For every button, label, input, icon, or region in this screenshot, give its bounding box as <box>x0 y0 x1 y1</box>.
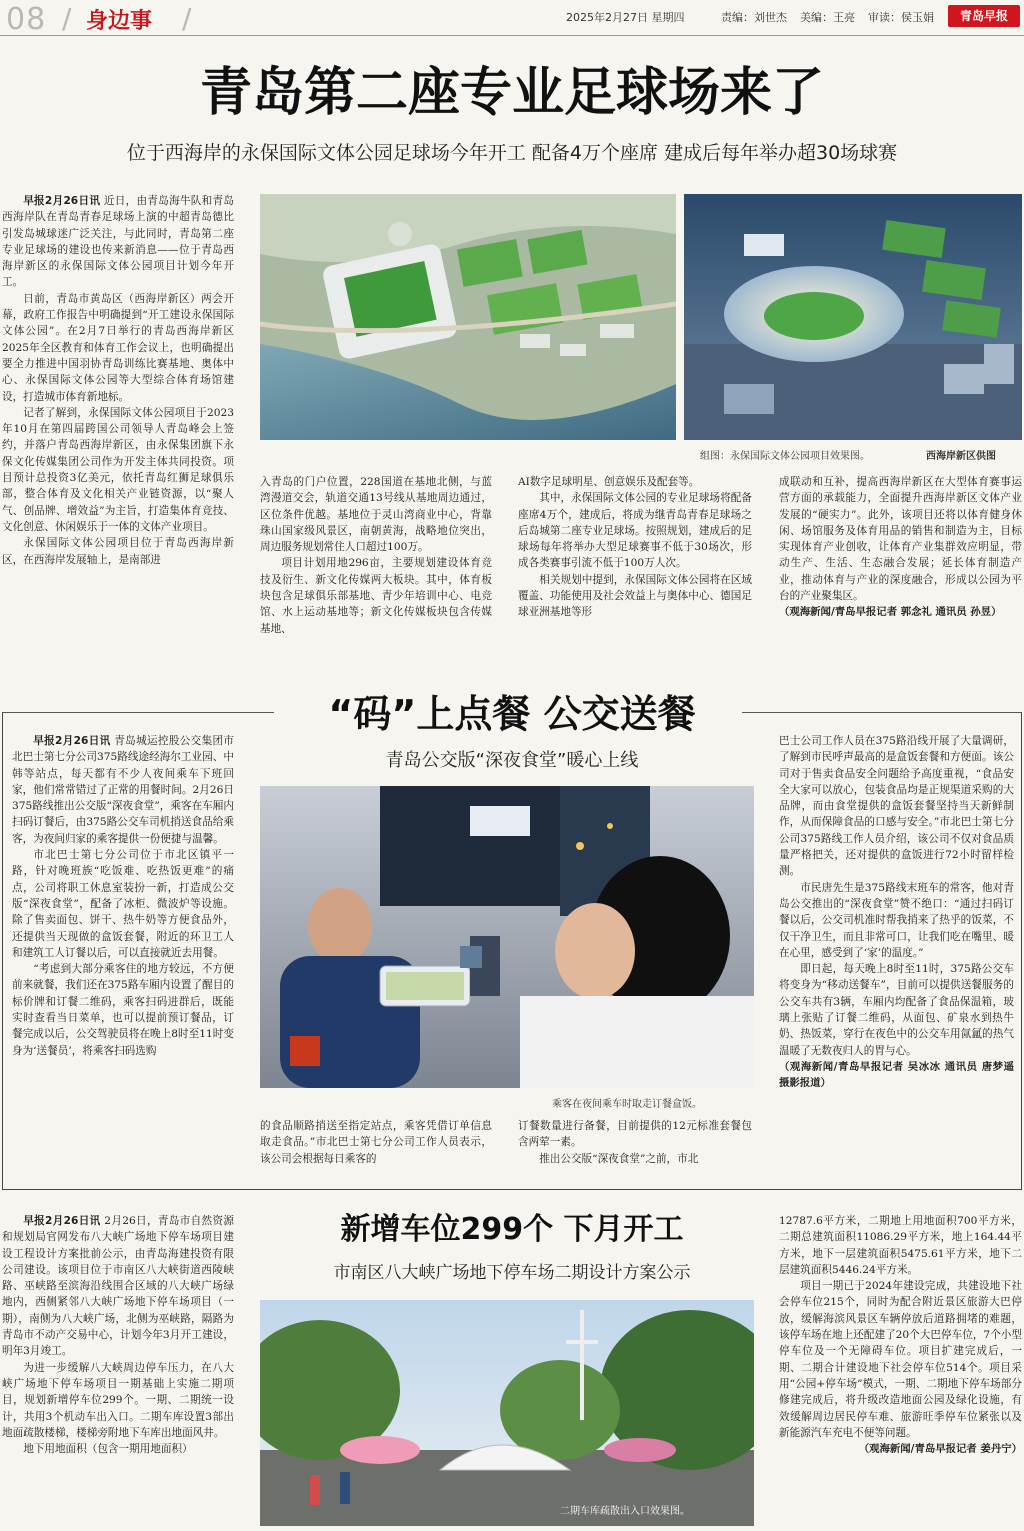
stadium-rendering-photo-2 <box>684 194 1022 440</box>
paragraph: 为进一步缓解八大峡周边停车压力，在八大峡广场地下停车场项目一期基础上实施二期项目，规划新增停车位299个。一期、二期统一设计，共用3个机动车出入口。二期车库设置3部出地面疏散楼梯，楼梯旁附地下车库出地面风井。 <box>2 1361 234 1439</box>
story2-photo-caption: 乘客在夜间乘车时取走订餐盒饭。 <box>552 1099 702 1110</box>
editor-credit: 责编：刘世杰 <box>721 11 787 24</box>
story1-column-4 <box>779 474 1022 672</box>
story1-subhead: 位于西海岸的永保国际文体公园足球场今年开工 配备4万个座席 建成后每年举办超30场球赛 <box>126 142 898 164</box>
story2-column-2 <box>260 1118 492 1178</box>
paragraph: 即日起，每天晚上8时至11时，375路公交车将变身为“移动送餐车”，目前可以提供送餐服务的公交车共有3辆，车厢内均配备了食品保温箱，玻璃上张贴了订餐二维码，从面包、矿泉水到热牛奶、热饭菜，穿行在夜色中的公交车用氤氲的热气温暖了无数夜归人的胃与心。 <box>779 963 1014 1057</box>
section-title: 身边事 <box>86 9 153 34</box>
story2-column-4 <box>779 733 1014 1173</box>
paragraph: 12787.6平方米，二期地上用地面积700平方米，二期总建筑面积11086.29平方米，地上164.44平方米，地下一层建筑面积5475.61平方米，地下二层建筑面积5446.24平方米。 <box>779 1215 1022 1276</box>
paragraph: 推出公交版“深夜食堂”之前，市北 <box>539 1152 699 1165</box>
story3-column-1 <box>2 1213 234 1531</box>
paragraph: 入青岛的门户位置，228国道在基地北侧，与蓝湾漫道交会，轨道交通13号线从基地周边通过，区位条件优越。基地位于灵山湾商业中心，背靠珠山国家级风景区，南朝黄海，战略地位突出，周边服务规划常住人口超过100万。 <box>260 476 492 554</box>
paragraph: 巴士公司工作人员在375路沿线开展了大量调研，了解到市民呼声最高的是盒饭套餐和方便面。该公司对于售卖食品安全问题给予高度重视，“食品安全大家可以放心，包装食品均是正规渠道采购的大品牌，而由食堂提供的盒饭套餐坚持当天新鲜制作，从而保障食品的口感与安全。”市北巴士第七分公司375路线工作人员介绍，该公司不仅对食品质量严格把关，还对提供的盒饭进行72小时留样检测。 <box>779 735 1014 878</box>
paragraph: 2月26日，青岛市自然资源和规划局官网发布八大峡广场地下停车场项目建设工程设计方案批前公示，由青岛海建投资有限公司建设。该项目位于市南区八大峡街道西陵峡路、巫峡路至滨海沿线围合区域的八大峡广场绿地内，西侧紧邻八大峡广场地下停车场项目（一期），南侧为八大峡广场，北侧为巫峡路，隔路为青岛市不动产交易中心，计划今年3月开工建设，明年3月竣工。 <box>2 1215 234 1358</box>
paragraph: 永保国际文体公园项目位于青岛西海岸新区，在西海岸发展轴上，是南部进 <box>2 537 234 566</box>
paragraph: 市民唐先生是375路线末班车的常客，他对青岛公交推出的“深夜食堂”赞不绝口：“通过扫码订餐以后，公交司机准时帮我捎来了热乎的饭菜，不仅干净卫生，而且非常可口，让我们吃在嘴里、暖在心里，感受到了‘家’的温度。” <box>779 881 1014 959</box>
paragraph: 的食品顺路捎送至指定站点，乘客凭借订单信息取走食品。”市北巴士第七分公司工作人员表示，该公司会根据每日乘客的 <box>260 1120 492 1165</box>
story3-credit: （观海新闻/青岛早报记者 姜丹宁） <box>858 1443 1022 1456</box>
newspaper-logo: 青岛早报 <box>948 5 1020 27</box>
story1-column-1 <box>2 193 234 671</box>
story2-column-3 <box>518 1118 752 1178</box>
story3-subhead: 市南区八大峡广场地下停车场二期设计方案公示 <box>333 1263 691 1283</box>
paragraph: 日前，青岛市黄岛区（西海岸新区）两会开幕，政府工作报告中明确提到“开工建设永保国际文体公园”。在2月7日举行的青岛西海岸新区2025年全区教育和体育工作会议上，也明确提出要全力推进中国羽协青岛训练比赛基地、奥体中心、永保国际文体公园等大型综合体育场馆建设，打造城市体育新地标。 <box>2 292 234 403</box>
story1-dateline: 早报2月26日讯 <box>23 195 101 207</box>
parking-entrance-rendering-photo <box>260 1300 754 1526</box>
paragraph: 订餐数量进行备餐，目前提供的12元标准套餐包含两荤一素。 <box>518 1120 752 1149</box>
story2-subhead: 青岛公交版“深夜食堂”暖心上线 <box>385 750 639 771</box>
page-number: 08 <box>6 2 47 37</box>
story2-dateline: 早报2月26日讯 <box>33 735 111 747</box>
paragraph: 地下用地面积（包含一期用地面积） <box>23 1443 193 1456</box>
story3-dateline: 早报2月26日讯 <box>23 1215 101 1227</box>
paragraph: 记者了解到，永保国际文体公园项目于2023年10月在第四届跨国公司领导人青岛峰会上签约，并落户青岛西海岸新区，由永保集团旗下永保文化传媒集团公司作为开发主体共同投资。项目预计总投资3亿美元，依托青岛红狮足球俱乐部，整合体育及文化相关产业链资源，以“聚人气、创品牌、增效益”为主旨，打造集体育竞技、文化创意、休闲娱乐于一体的文体产业项目。 <box>2 406 234 533</box>
story1-column-2 <box>260 474 492 672</box>
masthead <box>0 0 1024 36</box>
paragraph: 相关规划中提到，永保国际文体公园将在区域覆盖、功能使用及社会效益上与奥体中心、德国足球亚洲基地等形 <box>518 573 752 619</box>
story2-credit: （观海新闻/青岛早报记者 吴冰冰 通讯员 唐梦遥 摄影报道） <box>779 1060 1014 1089</box>
story2-column-1 <box>12 733 234 1173</box>
paragraph: AI数字足球明星、创意娱乐及配套等。 <box>518 476 700 488</box>
story3-photo-caption: 二期车库疏散出入口效果图。 <box>560 1506 690 1517</box>
story1-column-3 <box>518 474 752 672</box>
slash-divider: / <box>62 2 72 35</box>
story1-credit: （观海新闻/青岛早报记者 郭念礼 通讯员 孙昱） <box>779 606 1002 619</box>
story3-headline: 新增车位299个 下月开工 <box>340 1212 684 1247</box>
story3-column-4 <box>779 1213 1022 1531</box>
story2-headline: “码”上点餐 公交送餐 <box>328 692 696 736</box>
proofreader-credit: 审读：侯玉娟 <box>868 11 934 24</box>
designer-credit: 美编：王亮 <box>800 11 855 24</box>
paragraph: 项目一期已于2024年建设完成，共建设地下社会停车位215个，同时为配合附近景区旅游大巴停放，缓解海滨风景区车辆停放后道路拥堵的难题，该停车场在地上还配建了20个大巴停车位，7个小型停车位及一个无障碍车位。项目扩建完成后，一期、二期合计建设地下社会停车位514个。项目采用“公园+停车场”模式，一期、二期地下停车场部分修建完成后，将升级改造地面公园及绿化设施，有效缓解周边居民停车难、旅游旺季停车位紧张以及新能源汽车充电不便等问题。 <box>779 1280 1022 1439</box>
story1-headline: 青岛第二座专业足球场来了 <box>199 63 824 123</box>
bus-night-canteen-photo <box>260 786 754 1088</box>
paragraph: 青岛城运控股公交集团市北巴士第七分公司375路线途经海尔工业园、中韩等站点，每天都有不少人夜间乘车下班回家，他们常常错过了正常的用餐时间。2月26日375路线推出公交版“深夜食堂”，乘客在车厢内扫码订餐后，由375路公交车司机捎送食品给乘客，为夜间归家的乘客提供一份便捷与温馨。 <box>12 735 234 845</box>
slash-divider: / <box>182 2 192 35</box>
story1-photo-source: 西海岸新区供图 <box>926 451 996 462</box>
stadium-rendering-photo-1 <box>260 194 676 440</box>
paragraph: 近日，由青岛海牛队和青岛西海岸队在青岛青春足球场上演的中超青岛德比引发岛城球迷广泛关注，与此同时，青岛第二座专业足球场的建设也传来新消息——位于青岛西海岸新区的永保国际文体公园项目计划今年开工。 <box>2 195 234 289</box>
paragraph: 其中，永保国际文体公园的专业足球场将配备座席4万个，建成后，将成为继青岛青春足球场之后岛城第二座专业足球场。按照规划，建成后的足球场每年将举办大型足球赛事不低于30场次，形成各类赛事引流不低于100万人次。 <box>518 492 752 570</box>
paragraph: 项目计划用地296亩，主要规划建设体育竞技及衍生、新文化传媒两大板块。其中，体育板块包含足球俱乐部基地、青少年培训中心、电竞馆、水上运动基地等；新文化传媒板块包含传媒基地、 <box>260 557 492 635</box>
issue-date: 2025年2月27日 星期四 <box>566 11 685 24</box>
paragraph: 成联动和互补，提高西海岸新区在大型体育赛事运营方面的承载能力，全面提升西海岸新区文体产业发展的“硬实力”。此外，该项目还将以体育健身休闲、场馆服务及体育用品的销售和制造为主，目标实现体育产业创收，让体育产业集群效应明显，带动生产、生活、生态融合发展；延长体育制造产业，推动体育与产业的深度融合，形成以公园为平台的产业聚集区。 <box>779 476 1022 603</box>
story1-photo-caption: 组图：永保国际文体公园项目效果图。 <box>700 451 870 462</box>
paragraph: “考虑到大部分乘客住的地方较远，不方便前来就餐，我们还在375路车厢内设置了醒目的标价牌和订餐二维码，乘客扫码进群后，既能实时查看当日菜单，也可以提前预订餐品，订餐完成以后，公交驾驶员将在晚上8时至11时变身为‘送餐员’，将乘客扫码选购 <box>12 963 234 1057</box>
paragraph: 市北巴士第七分公司位于市北区镇平一路，针对晚班族“吃饭难、吃热饭更难”的痛点，公司将职工休息室装扮一新，打造成公交版“深夜食堂”，配备了冰柜、微波炉等设施。除了售卖面包、饼干、热牛奶等方便食品外，还提供当天现做的盒饭套餐，附近的环卫工人和建筑工人订餐以后，可以直接就近去用餐。 <box>12 849 234 959</box>
